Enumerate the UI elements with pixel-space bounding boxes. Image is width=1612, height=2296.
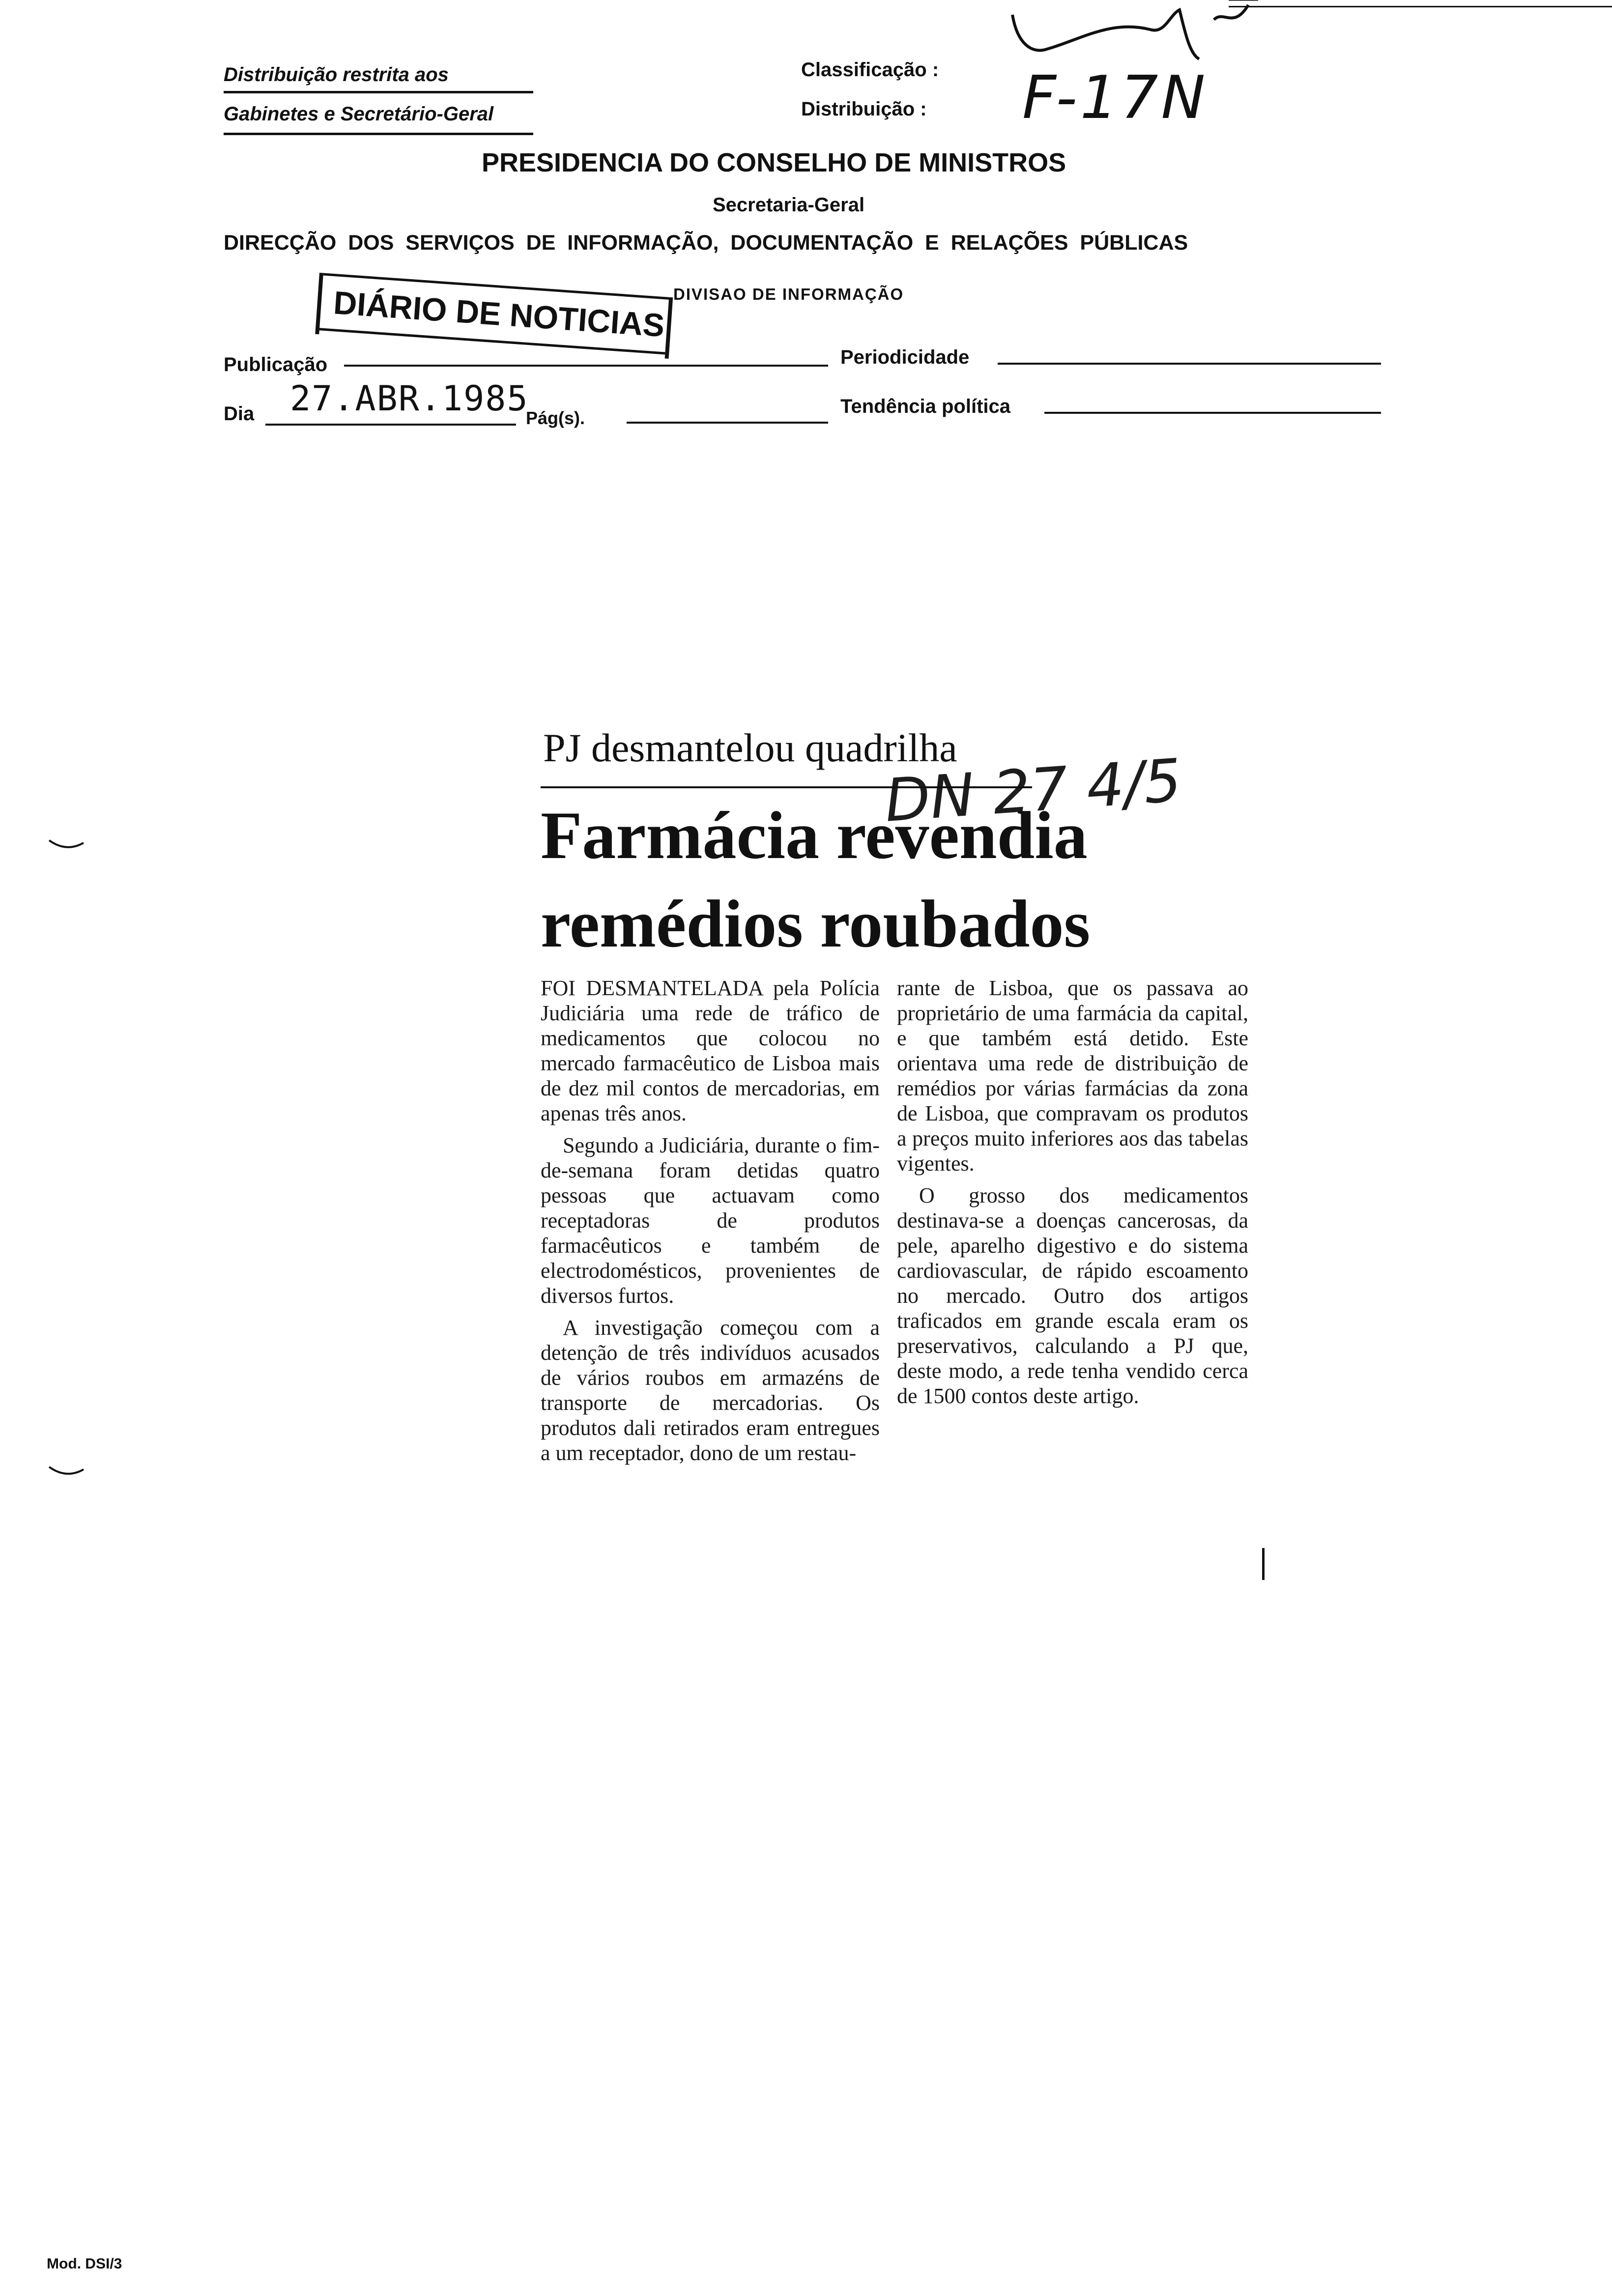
article-paragraph: Segundo a Judiciária, durante o fim-de-semana foram detidas quatro pessoas que actuavam como receptadoras de produtos farmacêuticos e também de electrodomésticos, provenientes de diversos furtos. bbox=[541, 1133, 880, 1308]
dia-line bbox=[265, 424, 516, 426]
pags-line bbox=[627, 422, 828, 424]
division-label: DIVISAO DE INFORMAÇÃO bbox=[673, 285, 904, 303]
top-scribble-icon bbox=[1003, 0, 1258, 69]
article-paragraph: O grosso dos medicamentos destinava-se a doenças cancerosas, da pele, aparelho digestivo e do sistema cardiovascular, de rápido escoamento no mercado. Outro dos artigos traficados em grande escala eram os preservativos, calculando a PJ que, deste modo, a rede tenha vendido cerca de 1500 contos deste artigo. bbox=[897, 1183, 1248, 1408]
distribuicao-label: Distribuição : bbox=[801, 98, 927, 120]
periodicidade-line bbox=[998, 363, 1381, 365]
stamp-ref: F-17N bbox=[1022, 64, 1209, 132]
newspaper-stamp-text: DIÁRIO DE NOTICIAS bbox=[332, 284, 666, 344]
restricted-underline-1 bbox=[224, 91, 533, 93]
pags-label: Pág(s). bbox=[526, 408, 585, 428]
dia-value: 27.ABR.1985 bbox=[290, 378, 529, 419]
restricted-underline-2 bbox=[224, 133, 533, 135]
classificacao-label: Classificação : bbox=[801, 59, 939, 81]
newspaper-stamp bbox=[315, 273, 673, 359]
top-border-line bbox=[1229, 6, 1612, 7]
margin-mark-icon bbox=[47, 835, 86, 855]
page-subtitle: Secretaria-Geral bbox=[713, 194, 865, 216]
tendencia-line bbox=[1044, 412, 1381, 414]
publicacao-line bbox=[344, 365, 828, 367]
model-label: Mod. DSI/3 bbox=[47, 2256, 122, 2272]
tendencia-label: Tendência política bbox=[840, 396, 1010, 417]
article-column-2 bbox=[897, 976, 1248, 1415]
article-kicker: PJ desmantelou quadrilha bbox=[543, 725, 957, 770]
article-paragraph: FOI DESMANTELADA pela Polícia Judiciária uma rede de tráfico de medicamentos que colocou no mercado farmacêutico de Lisboa mais de dez mil contos de mercadorias, em apenas três anos. bbox=[541, 976, 880, 1125]
margin-mark-icon bbox=[47, 1462, 86, 1482]
restricted-line-1: Distribuição restrita aos bbox=[224, 64, 449, 86]
page-title: PRESIDENCIA DO CONSELHO DE MINISTROS bbox=[482, 148, 1066, 177]
restricted-line-2: Gabinetes e Secretário-Geral bbox=[224, 103, 494, 125]
dia-label: Dia bbox=[224, 403, 255, 425]
handwritten-note: DN 27 4/5 bbox=[882, 746, 1184, 835]
article-headline-line-1: Farmácia revendia bbox=[541, 798, 1088, 873]
article-column-1 bbox=[541, 976, 880, 1472]
margin-vertical-mark bbox=[1262, 1548, 1265, 1580]
article-headline-line-2: remédios roubados bbox=[541, 886, 1091, 961]
article-paragraph: A investigação começou com a detenção de três indivíduos acusados de vários roubos em armazéns de transporte de mercadorias. Os produtos dali retirados eram entregues a um receptador, dono de um restau- bbox=[541, 1316, 880, 1465]
publicacao-label: Publicação bbox=[224, 354, 328, 375]
article-paragraph: rante de Lisboa, que os passava ao proprietário de uma farmácia da capital, e que também está detido. Este orientava uma rede de distribuição de remédios por várias farmácias da zona de Lisboa, que compravam os produtos a preços muito inferiores aos das tabelas vigentes. bbox=[897, 976, 1248, 1176]
directorate: DIRECÇÃO DOS SERVIÇOS DE INFORMAÇÃO, DOCUMENTAÇÃO E RELAÇÕES PÚBLICAS bbox=[224, 231, 1188, 255]
periodicidade-label: Periodicidade bbox=[840, 346, 970, 368]
